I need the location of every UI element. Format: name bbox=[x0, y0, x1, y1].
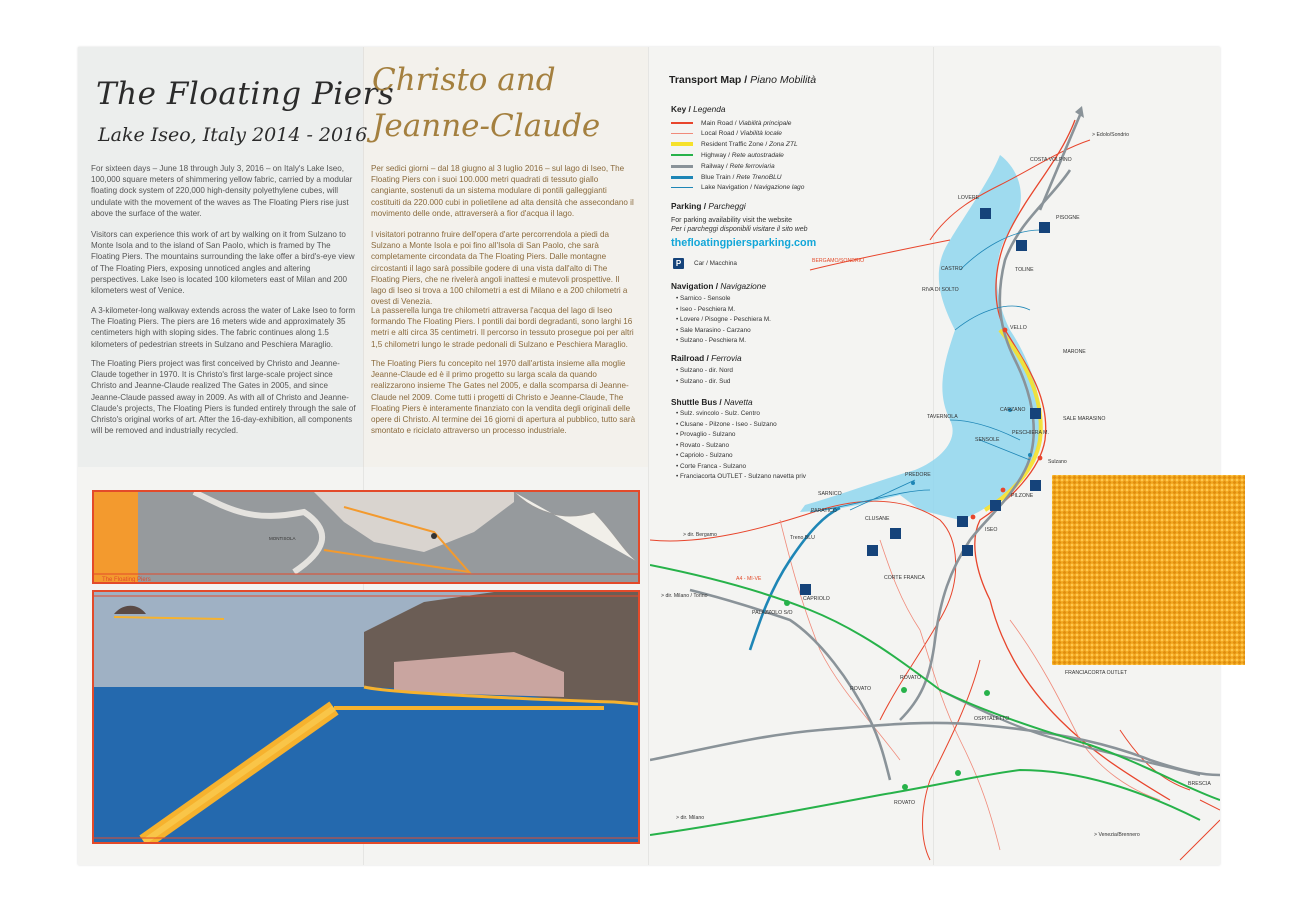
parking-text-it: Per i parcheggi disponibili visitare il sito web bbox=[671, 226, 808, 233]
map-label-pilzone: PILZONE bbox=[1011, 493, 1034, 499]
map-label-vello: VELLO bbox=[1010, 325, 1027, 331]
map-label-venezia: > Venezia/Brennero bbox=[1094, 832, 1140, 838]
list-item: • Lovere / Pisogne - Peschiera M. bbox=[676, 316, 771, 323]
list-item: • Capriolo - Sulzano bbox=[676, 452, 733, 459]
fabric-sample bbox=[1052, 475, 1245, 665]
key-label-en: Main Road bbox=[701, 120, 733, 127]
parking-heading: Parking / Parcheggi bbox=[671, 201, 746, 211]
key-label-en: Blue Train bbox=[701, 174, 731, 181]
map-label-paratico: PARATICO bbox=[811, 508, 837, 514]
map-label-peschiera: PESCHIERA M. bbox=[1012, 430, 1049, 436]
sketch-map-label: MONTISOLA bbox=[269, 536, 296, 541]
list-item: • Sulzano - Peschiera M. bbox=[676, 337, 747, 344]
list-item-label: Provaglio - Sulzano bbox=[680, 431, 736, 438]
key-label-it: Viabilità locale bbox=[739, 130, 782, 137]
navigation-title-it: Navigazione bbox=[720, 281, 767, 291]
list-item: • Sulzano - dir. Sud bbox=[676, 377, 731, 385]
paragraph-it: La passerella lunga tre chilometri attraversa l'acqua del lago di Iseo formando The Floating Piers. I pontili dai bordi degradanti, sono larghi 16 metri e alti circa 35 centimetri. Il percorso in tessuto prosegue poi per altri 1,5 chilometri lungo le strade pedonali di Sulzano e Peschiera Maraglio. bbox=[371, 306, 634, 349]
navigation-heading: Navigation / Navigazione bbox=[671, 281, 767, 291]
map-label-milano-torino: > dir. Milano / Torino bbox=[661, 593, 708, 599]
map-label-rovato-bottom: ROVATO bbox=[894, 800, 916, 806]
navigation-title-en: Navigation bbox=[671, 281, 714, 291]
page-subtitle: Lake Iseo, Italy 2014 - 2016 bbox=[98, 124, 368, 146]
railroad-title-en: Railroad bbox=[671, 353, 705, 363]
list-item: • Iseo - Peschiera M. bbox=[676, 305, 736, 313]
key-label-en: Lake Navigation bbox=[701, 184, 749, 191]
key-label-en: Railway bbox=[701, 163, 725, 170]
key-label-it: Zona ZTL bbox=[769, 141, 798, 148]
paragraph-en: The Floating Piers project was first conceived by Christo and Jeanne-Claude together in 1970. It is Christo's first large-scale project since Christo and Jeanne-Claude realized The Gates in 2005, and since Jeanne-Claude passed away in 2009. As with all of Christo and Jeanne-Claude's projects, The Floating Piers is funded entirely through the sale of Christo's original works of art. After the 16-day-exhibition, all components will be removed and industrially recycled. bbox=[91, 359, 356, 436]
key-label-it: Navigazione lago bbox=[753, 184, 805, 191]
map-label-rovato-mid: ROVATO bbox=[850, 686, 872, 692]
map-label-corte-franca: CORTE FRANCA bbox=[884, 575, 925, 581]
map-label-a4: A4 - MI-VE bbox=[736, 576, 762, 582]
map-label-sarnico: SARNICO bbox=[818, 491, 842, 497]
key-label-en: Highway bbox=[701, 152, 727, 159]
key-label-it: Rete ferroviaria bbox=[729, 163, 775, 170]
list-item-label: Corte Franca - Sulzano bbox=[680, 462, 747, 470]
key-item: Highway / Rete autostradale bbox=[671, 152, 784, 162]
page-title: The Floating Piers bbox=[96, 76, 395, 112]
car-label: Car / Macchina bbox=[694, 260, 737, 267]
map-label-sensole: SENSOLE bbox=[975, 437, 1000, 443]
list-item: • Corte Franca - Sulzano bbox=[676, 462, 747, 470]
artist-title-line1: Christo and bbox=[372, 62, 556, 98]
list-item: • Sulzano - dir. Nord bbox=[676, 367, 733, 374]
map-label-toline: TOLINE bbox=[1015, 267, 1034, 273]
parking-website-link[interactable]: thefloatingpiersparking.com bbox=[671, 237, 817, 249]
paragraph-en: A 3-kilometer-long walkway extends across the water of Lake Iseo to form The Floating Piers. The piers are 16 meters wide and approximately 35 centimeters high with sloping sides. The fabric continues along 1.5 kilometers of pedestrian streets in Sulzano and Peschiera Maraglio. bbox=[91, 306, 356, 349]
map-label-bergamo-sondrio: BERGAMO/SONDRIO bbox=[812, 258, 865, 264]
sketch-aerial-map bbox=[92, 490, 640, 584]
shuttle-title-en: Shuttle Bus bbox=[671, 397, 718, 407]
key-item: Resident Traffic Zone / Zona ZTL bbox=[671, 141, 798, 151]
list-item-label: Sulz. svincolo - Sulz. Centro bbox=[680, 410, 760, 417]
list-item: • Sarnico - Sensole bbox=[676, 295, 731, 302]
map-label-tavernola: TAVERNOLA bbox=[927, 414, 958, 420]
piers-drawing bbox=[94, 592, 638, 842]
list-item-label: Sulzano - Peschiera M. bbox=[680, 337, 747, 344]
list-item-label: Sulzano - dir. Sud bbox=[680, 377, 731, 385]
list-item: • Provaglio - Sulzano bbox=[676, 431, 736, 438]
key-title-it: Legenda bbox=[693, 104, 726, 114]
key-item: Blue Train / Rete TrenoBLU bbox=[671, 174, 782, 184]
paragraph-it: The Floating Piers fu concepito nel 1970 dall'artista insieme alla moglie Jeanne-Claude ed è il primo progetto su larga scala da quando realizzarono insieme The Gates nel 2005, e dalla scomparsa di Jeanne-Claude nel 2009. Come tutti i progetti di Christo e Jeanne-Claude, The Floating Piers è interamente finanziato con la vendita degli originali delle opere di Christo. Al termine dei 16 giorni di apertura al pubblico, tutto sarà smontato e riciclato attraverso un processo industriale. bbox=[371, 359, 636, 436]
railroad-heading: Railroad / Ferrovia bbox=[671, 353, 742, 363]
key-item: Local Road / Viabilità locale bbox=[671, 130, 782, 140]
shuttle-heading: Shuttle Bus / Navetta bbox=[671, 397, 753, 407]
list-item-label: Iseo - Peschiera M. bbox=[680, 305, 736, 313]
paragraph-it: Per sedici giorni – dal 18 giugno al 3 luglio 2016 – sul lago di Iseo, The Floating Piers con i suoi 100.000 metri quadrati di tessuto giallo cangiante, sostenuti da un sistema modulare di pontili galleggianti costituiti da 220.000 cubi in polietilene ad alta densità che assecondano il movimento delle onde, attraverserà a fior d'acqua il lago. bbox=[371, 164, 634, 218]
map-label-riva-solto: RIVA DI SOLTO bbox=[922, 287, 959, 293]
list-item: • Sulz. svincolo - Sulz. Centro bbox=[676, 410, 760, 417]
list-item-label: Capriolo - Sulzano bbox=[680, 452, 733, 459]
map-label-treno-blu: Treno BLU bbox=[790, 535, 815, 541]
map-label-franciacorta-outlet: FRANCIACORTA OUTLET bbox=[1065, 670, 1128, 676]
transport-title-it: Piano Mobilità bbox=[750, 74, 817, 86]
map-label-clusane: CLUSANE bbox=[865, 516, 890, 522]
key-label-it: Viabilità principale bbox=[738, 120, 792, 127]
map-label-sulzano: Sulzano bbox=[1048, 459, 1067, 465]
map-label-castro: CASTRO bbox=[941, 266, 963, 272]
list-item: • Rovato - Sulzano bbox=[676, 441, 730, 449]
map-label-iseo: ISEO bbox=[985, 527, 998, 533]
map-label-rovato-top: ROVATO bbox=[900, 675, 922, 681]
key-label-it: Rete TrenoBLU bbox=[736, 174, 782, 181]
list-item-label: Sarnico - Sensole bbox=[680, 295, 731, 302]
map-label-bergamo: > dir. Bergamo bbox=[683, 532, 717, 538]
map-label-sale-marasino: SALE MARASINO bbox=[1063, 416, 1106, 422]
map-label-predore: PREDORE bbox=[905, 472, 931, 478]
key-label-it: Rete autostradale bbox=[731, 152, 784, 159]
list-item-label: Sulzano - dir. Nord bbox=[680, 367, 733, 374]
list-item-label: Lovere / Pisogne - Peschiera M. bbox=[680, 316, 771, 323]
map-label-edolo: > Edolo/Sondrio bbox=[1092, 132, 1130, 138]
key-label-en: Resident Traffic Zone bbox=[701, 141, 764, 148]
paragraph-en: Visitors can experience this work of art by walking on it from Sulzano to Monte Isola and to the island of San Paolo, which is framed by The Floating Piers. The mountains surrounding the lake offer a bird's-eye view of The Floating Piers, exposing unnoticed angles and altering perspectives. Lake Iseo is located 100 kilometers east of Milan and 200 kilometers west of Venice. bbox=[91, 230, 355, 296]
parking-title-it: Parcheggi bbox=[708, 201, 746, 211]
key-item: Main Road / Viabilità principale bbox=[671, 120, 791, 130]
fold-line bbox=[648, 47, 649, 865]
map-label-milano: > dir. Milano bbox=[676, 815, 705, 821]
sketch-caption: The Floating Piers bbox=[102, 577, 151, 582]
list-item-label: Rovato - Sulzano bbox=[680, 441, 730, 449]
map-label-costa-volpino: COSTA VOLPINO bbox=[1030, 157, 1072, 163]
list-item-label: Clusane - Pilzone - Iseo - Sulzano bbox=[680, 420, 777, 428]
map-label-carzano: CARZANO bbox=[1000, 407, 1026, 413]
list-item: • Sale Marasino - Carzano bbox=[676, 326, 751, 334]
key-label-en: Local Road bbox=[701, 130, 735, 137]
map-label-lovere: LOVERE bbox=[958, 195, 980, 201]
key-heading: Key / Legenda bbox=[671, 104, 726, 114]
key-title-en: Key bbox=[671, 104, 687, 114]
key-item: Railway / Rete ferroviaria bbox=[671, 163, 775, 173]
map-label-pisogne: PISOGNE bbox=[1056, 215, 1080, 221]
parking-text-en: For parking availability visit the website bbox=[671, 217, 792, 224]
transport-map-title: Transport Map / Piano Mobilità bbox=[669, 74, 817, 86]
paragraph-en: For sixteen days – June 18 through July 3, 2016 – on Italy's Lake Iseo, 100,000 square meters of shimmering yellow fabric, carried by a modular floating dock system of 220,000 high-density polyethylene cubes, will undulate with the movement of the waves as The Floating Piers rise just above the surface of the water. bbox=[91, 164, 353, 218]
transport-title-en: Transport Map bbox=[669, 74, 742, 86]
sketch-piers-drawing bbox=[92, 590, 640, 844]
list-item-label: Franciacorta OUTLET - Sulzano navetta priv bbox=[680, 473, 806, 480]
map-label-marone: MARONE bbox=[1063, 349, 1086, 355]
parking-title-en: Parking bbox=[671, 201, 702, 211]
map-label-ospitaletto: OSPITALETTO bbox=[974, 716, 1010, 722]
list-item: • Franciacorta OUTLET - Sulzano navetta priv bbox=[676, 473, 806, 480]
map-label-palazzolo: PALAZZOLO S/O bbox=[752, 610, 793, 616]
shuttle-title-it: Navetta bbox=[724, 397, 753, 407]
aerial-map-drawing bbox=[94, 492, 638, 582]
railroad-title-it: Ferrovia bbox=[711, 353, 742, 363]
artist-title-line2: Jeanne-Claude bbox=[372, 108, 601, 144]
map-label-brescia: BRESCIA bbox=[1188, 781, 1211, 787]
list-item: • Clusane - Pilzone - Iseo - Sulzano bbox=[676, 420, 777, 428]
parking-icon: P bbox=[673, 258, 684, 269]
list-item-label: Sale Marasino - Carzano bbox=[680, 326, 751, 334]
map-label-capriolo: CAPRIOLO bbox=[803, 596, 830, 602]
key-item: Lake Navigation / Navigazione lago bbox=[671, 184, 804, 194]
paragraph-it: I visitatori potranno fruire dell'opera d'arte percorrendola a piedi da Sulzano a Monte Isola e poi fino all'Isola di San Paolo, che sarà completamente circondata da The Floating Piers. Dalle montagne circostanti il lago sarà possibile godere di una vista dall'alto di The Floating Piers, che ne rivelerà angoli inattesi e mutevoli prospettive. Il lago di Iseo si trova a 100 chilometri a est di Milano e a 200 chilometri a ovest di Venezia. bbox=[371, 230, 628, 307]
